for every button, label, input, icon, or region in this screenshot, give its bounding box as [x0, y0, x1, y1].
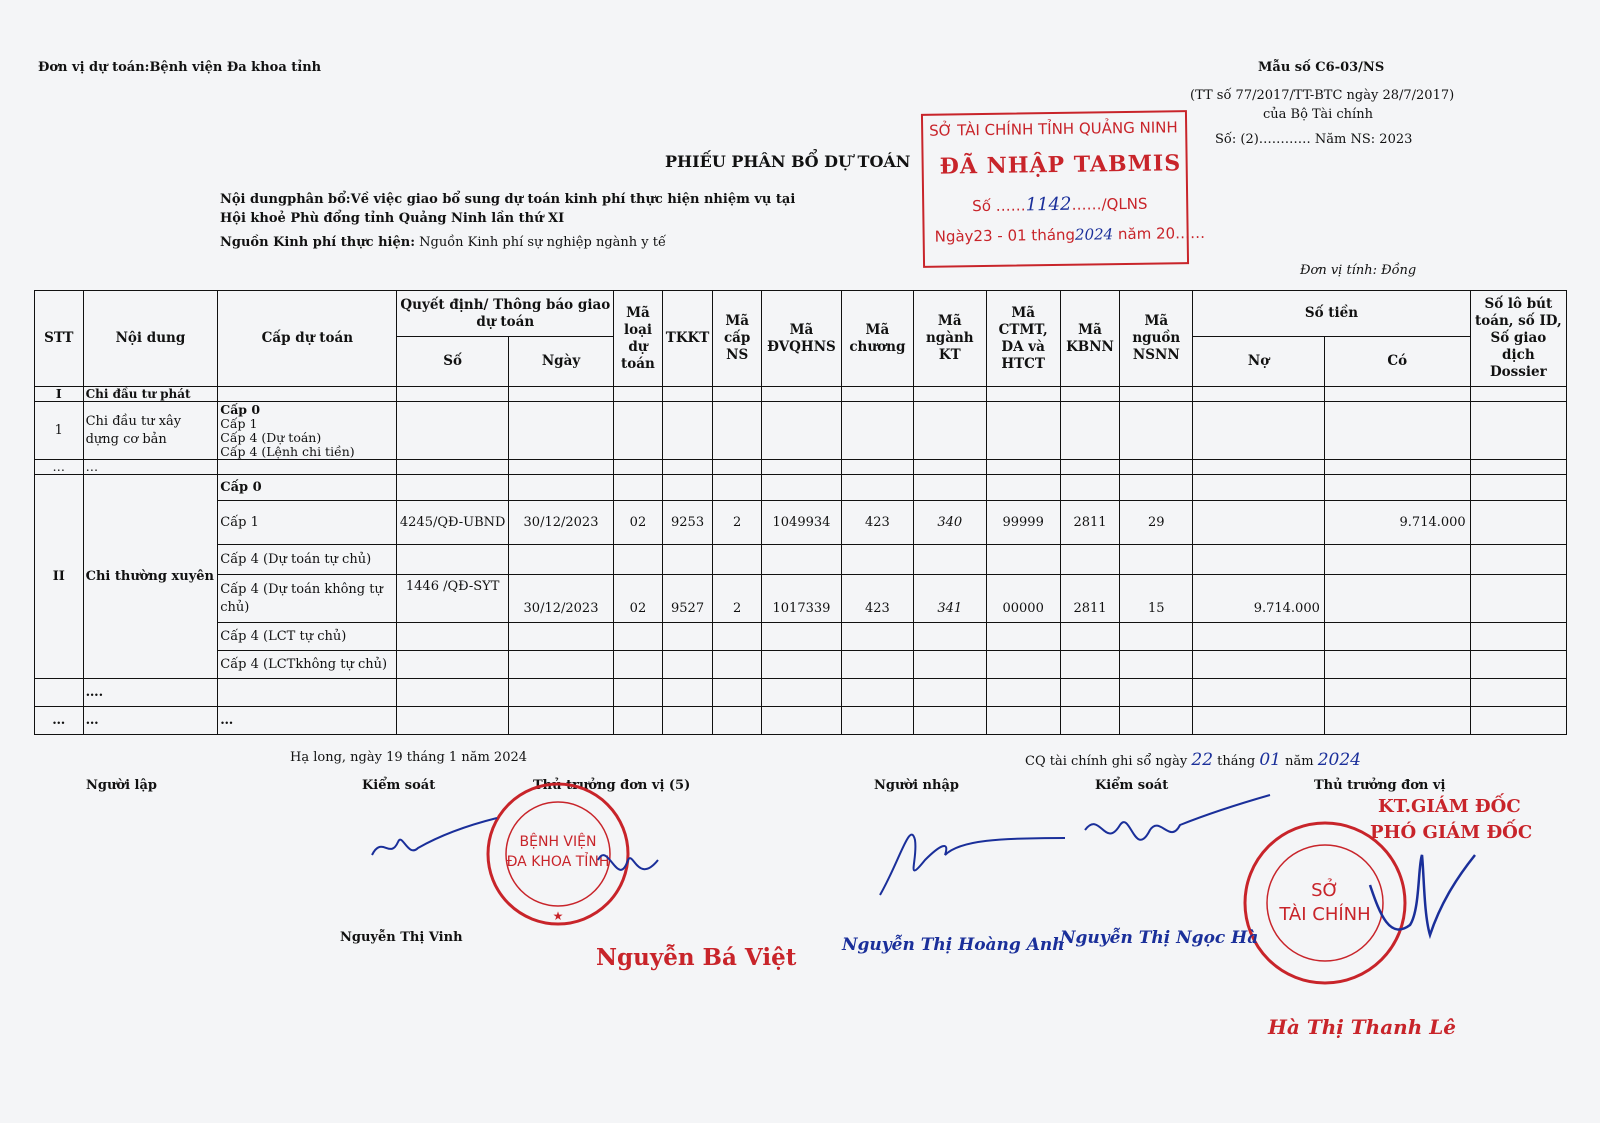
header-no: Nợ: [1193, 337, 1325, 387]
section1-label: Chi đầu tư phát: [83, 387, 218, 402]
cap1-kbnn: 2811: [1060, 501, 1120, 545]
name-thu-truong-right: Hà Thị Thanh Lê: [1268, 1015, 1457, 1039]
svg-text:TÀI CHÍNH: TÀI CHÍNH: [1279, 904, 1371, 925]
header-ma-nguon: Mã nguồn NSNN: [1120, 291, 1193, 387]
label-kiem-soat-left: Kiểm soát: [362, 778, 436, 793]
signature-nguoi-nhap: [870, 800, 1070, 910]
cap1-ma-cap: 2: [713, 501, 762, 545]
header-ma-nganh: Mã ngành KT: [913, 291, 986, 387]
cap4-khong-label: Cấp 4 (Dự toán không tự chủ): [218, 575, 397, 623]
tabmis-stamp-date: Ngày23 - 01 tháng2024 năm 20……: [934, 223, 1206, 246]
section2-cap0: Cấp 0: [218, 475, 397, 501]
right-date-nam: năm: [1285, 754, 1314, 769]
cap4-khong-no: 9.714.000: [1193, 575, 1325, 623]
cap4-khong-chuong: 423: [841, 575, 913, 623]
cap4-khong-ngay: 30/12/2023: [508, 575, 613, 623]
cap4-khong-nguon: 15: [1120, 575, 1193, 623]
tabmis-year-value: 2024: [1074, 225, 1114, 244]
funding-source-value: Nguồn Kinh phí sự nghiệp ngành y tế: [415, 235, 666, 250]
header-so: Số: [397, 337, 508, 387]
name-nguoi-lap: Nguyễn Thị Vinh: [340, 930, 463, 945]
tabmis-so-value: 1142: [1025, 193, 1072, 216]
cap1-ctmt: 99999: [986, 501, 1060, 545]
right-date-thang: tháng: [1217, 754, 1256, 769]
cap4-khong-tkkt: 9527: [662, 575, 713, 623]
form-code: Mẫu số C6-03/NS: [1258, 60, 1385, 75]
signature-kiem-soat-left: [362, 800, 502, 880]
cap1-so: 4245/QĐ-UBND: [397, 501, 508, 545]
cap1-co: 9.714.000: [1324, 501, 1470, 545]
footer-row2-stt: …: [35, 707, 84, 735]
cap1-chuong: 423: [841, 501, 913, 545]
svg-text:ĐA KHOA TỈNH: ĐA KHOA TỈNH: [506, 854, 610, 870]
cap1-dvqhns: 1049934: [761, 501, 841, 545]
cap1-nganh: 340: [913, 501, 986, 545]
tabmis-so-suffix: /QLNS: [1101, 194, 1148, 214]
footer-row2-label: …: [83, 707, 218, 735]
cap4-khong-ma-cap: 2: [713, 575, 762, 623]
page-title: PHIẾU PHÂN BỔ DỰ TOÁN: [665, 152, 911, 171]
right-date-year: 2024: [1317, 750, 1361, 770]
section1-row-stt: 1: [35, 402, 84, 460]
tabmis-so-label: Số: [972, 196, 992, 216]
ministry-ref: của Bộ Tài chính: [1263, 107, 1373, 122]
name-thu-truong-left: Nguyễn Bá Việt: [596, 944, 797, 971]
section1-levels: [218, 402, 397, 460]
signature-thu-truong-right: [1360, 845, 1480, 945]
header-tkkt: TKKT: [662, 291, 713, 387]
signature-thu-truong-left: [588, 830, 668, 900]
kt-giam-doc: KT.GIÁM ĐỐC: [1378, 796, 1521, 817]
cap4-khong-co: [1324, 575, 1470, 623]
cap4-khong-ctmt: 00000: [986, 575, 1060, 623]
tabmis-date-value: 23 - 01: [973, 226, 1027, 246]
label-nguoi-nhap: Người nhập: [874, 778, 959, 793]
funding-source: [220, 235, 666, 250]
right-date-day: 22: [1191, 750, 1214, 770]
lct-khong-label: Cấp 4 (LCTkhông tự chủ): [218, 651, 397, 679]
tabmis-thang: tháng: [1031, 225, 1076, 245]
cap1-nguon: 29: [1120, 501, 1193, 545]
header-ma-dvqhns: Mã ĐVQHNS: [761, 291, 841, 387]
header-ma-chuong: Mã chương: [841, 291, 913, 387]
cap4-khong-nganh: 341: [913, 575, 986, 623]
section1-level-3: Cấp 4 (Lệnh chi tiền): [220, 443, 355, 459]
circular-ref: (TT số 77/2017/TT-BTC ngày 28/7/2017): [1190, 88, 1455, 103]
ellipsis-label: …: [83, 460, 218, 475]
cap4-khong-so: 1446 /QĐ-SYT: [397, 575, 508, 623]
header-co: Có: [1324, 337, 1470, 387]
header-noi-dung: Nội dung: [83, 291, 218, 387]
section1-level-1: Cấp 1: [220, 415, 258, 431]
header-ngay: Ngày: [508, 337, 613, 387]
svg-text:★: ★: [552, 909, 564, 923]
cap1-ma-loai: 02: [614, 501, 663, 545]
section1-level-0: Cấp 0: [220, 401, 261, 417]
section2-stt: II: [35, 475, 84, 679]
footer-row1-label: ….: [83, 679, 218, 707]
name-kiem-soat-right: Nguyễn Thị Ngọc Hà: [1060, 928, 1259, 948]
section1-level-2: Cấp 4 (Dự toán): [220, 429, 322, 445]
label-kiem-soat-right: Kiểm soát: [1095, 778, 1169, 793]
cap4-khong-kbnn: 2811: [1060, 575, 1120, 623]
section2-label: Chi thường xuyên: [83, 475, 218, 679]
header-ma-cap-ns: Mã cấp NS: [713, 291, 762, 387]
lct-tuchu-label: Cấp 4 (LCT tự chủ): [218, 623, 397, 651]
section1-stt: I: [35, 387, 84, 402]
content-line-2: Hội khoẻ Phù đổng tỉnh Quảng Ninh lần thứ XI: [220, 211, 565, 226]
header-ma-ctmt: Mã CTMT, DA và HTCT: [986, 291, 1060, 387]
cap1-tkkt: 9253: [662, 501, 713, 545]
ellipsis-stt: …: [35, 460, 84, 475]
header-quyet-dinh: Quyết định/ Thông báo giao dự toán: [397, 291, 614, 337]
header-ma-kbnn: Mã KBNN: [1060, 291, 1120, 387]
cap4-khong-ma-loai: 02: [614, 575, 663, 623]
signature-kiem-soat-right: [1075, 790, 1275, 880]
unit-name: Đơn vị dự toán:Bệnh viện Đa khoa tỉnh: [38, 60, 322, 75]
right-date-month: 01: [1259, 750, 1281, 770]
pho-giam-doc: PHÓ GIÁM ĐỐC: [1370, 822, 1533, 843]
label-nguoi-lap: Người lập: [86, 778, 158, 793]
tabmis-date-label: Ngày: [934, 227, 974, 246]
doc-number: Số: (2)………… Năm NS: 2023: [1215, 132, 1413, 147]
allocation-table: [34, 290, 1567, 735]
left-date: Hạ long, ngày 19 tháng 1 năm 2024: [290, 750, 528, 765]
svg-text:BỆNH VIỆN: BỆNH VIỆN: [519, 834, 597, 850]
tabmis-stamp: [921, 110, 1206, 268]
header-so-tien: Số tiền: [1193, 291, 1470, 337]
label-thu-truong-right: Thủ trưởng đơn vị: [1314, 778, 1446, 793]
header-ma-loai: Mã loại dự toán: [614, 291, 663, 387]
header-cap-du-toan: Cấp dự toán: [218, 291, 397, 387]
label-thu-truong-left: Thủ trưởng đơn vị (5): [533, 778, 691, 793]
tabmis-stamp-org: SỞ TÀI CHÍNH TỈNH QUẢNG NINH: [929, 118, 1178, 140]
right-date-prefix: CQ tài chính ghi sổ ngày: [1025, 754, 1188, 769]
right-date: [1025, 750, 1361, 770]
content-line-1: Nội dungphân bổ:Về việc giao bổ sung dự toán kinh phí thực hiện nhiệm vụ tại: [220, 192, 796, 207]
tabmis-nam: năm 20: [1117, 224, 1176, 244]
footer-row2-cap: …: [218, 707, 397, 735]
cap1-ngay: 30/12/2023: [508, 501, 613, 545]
tabmis-stamp-number: Số ……1142……/QLNS: [972, 193, 1148, 216]
cap1-no: [1193, 501, 1325, 545]
currency-unit: Đơn vị tính: Đồng: [1300, 263, 1417, 278]
tabmis-stamp-status: ĐÃ NHẬP TABMIS: [939, 150, 1182, 180]
header-so-lo: Số lô bút toán, số ID, Số giao dịch Dossier: [1470, 291, 1566, 387]
svg-text:SỞ: SỞ: [1311, 880, 1339, 901]
cap1-label: Cấp 1: [218, 501, 397, 545]
cap4-khong-dvqhns: 1017339: [761, 575, 841, 623]
name-nguoi-nhap: Nguyễn Thị Hoàng Anh: [842, 935, 1065, 955]
funding-source-label: Nguồn Kinh phí thực hiện:: [220, 235, 416, 250]
section1-row-label: Chi đầu tư xây dựng cơ bản: [83, 402, 218, 460]
header-stt: STT: [35, 291, 84, 387]
cap4-tuchu-label: Cấp 4 (Dự toán tự chủ): [218, 545, 397, 575]
